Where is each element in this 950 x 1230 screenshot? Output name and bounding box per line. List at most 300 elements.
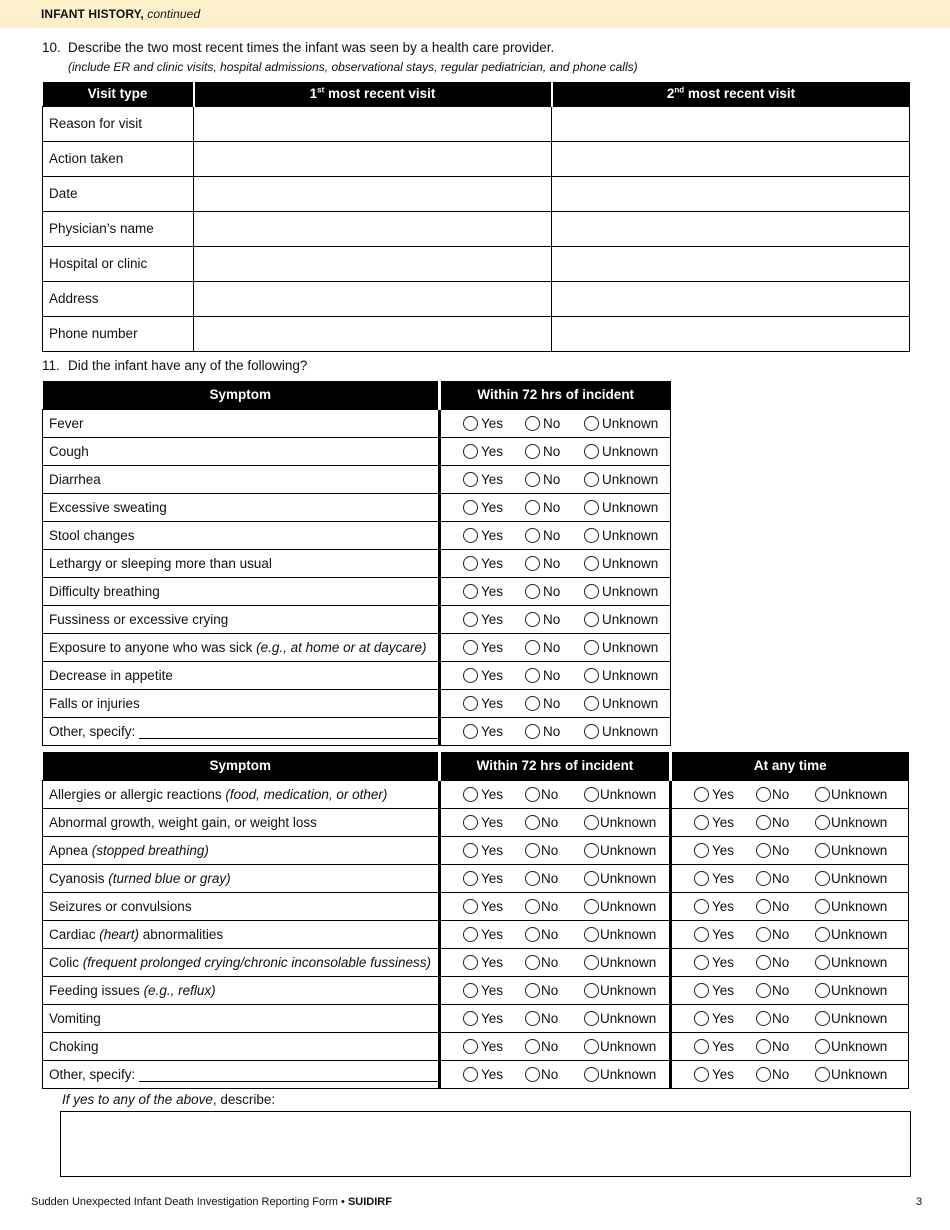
within-72-unknown-option[interactable] — [584, 871, 669, 886]
radio-circle-icon[interactable] — [815, 927, 830, 942]
option-label: Unknown — [602, 555, 659, 571]
radio-circle-icon[interactable] — [694, 1011, 709, 1026]
radio-circle-icon[interactable] — [463, 724, 478, 739]
radio-circle-icon[interactable] — [525, 472, 540, 487]
radio-circle-icon[interactable] — [584, 724, 599, 739]
within-72-no-option[interactable] — [525, 472, 582, 487]
radio-circle-icon[interactable] — [525, 815, 540, 830]
option-label: Unknown — [602, 639, 659, 655]
radio-circle-icon[interactable] — [756, 843, 771, 858]
visit-row — [43, 316, 910, 351]
within-72-no-option[interactable] — [525, 871, 582, 886]
option-label: Yes — [712, 926, 735, 942]
within-72-unknown-option[interactable] — [584, 1011, 669, 1026]
option-label: No — [772, 1010, 790, 1026]
within-72-yes-option[interactable] — [463, 787, 523, 802]
symptom-table-72hrs — [42, 381, 671, 746]
within-72-unknown-option[interactable] — [584, 640, 664, 655]
within-72-unknown-option[interactable] — [584, 787, 669, 802]
radio-circle-icon[interactable] — [756, 955, 771, 970]
option-label: Unknown — [600, 870, 657, 886]
specify-input[interactable] — [139, 1068, 439, 1082]
within-72-no-option[interactable] — [525, 983, 582, 998]
any-time-radio-group — [671, 836, 909, 864]
option-label: Unknown — [600, 982, 657, 998]
radio-circle-icon[interactable] — [756, 815, 771, 830]
radio-circle-icon[interactable] — [584, 927, 599, 942]
any-time-no-option[interactable] — [756, 899, 813, 914]
within-72-unknown-option[interactable] — [584, 668, 664, 683]
visit-table — [42, 82, 910, 352]
within-72-yes-option[interactable] — [463, 696, 523, 711]
option-label: Unknown — [602, 527, 659, 543]
symptom-row — [43, 521, 671, 549]
radio-circle-icon[interactable] — [584, 787, 599, 802]
radio-circle-icon[interactable] — [463, 528, 478, 543]
any-time-radio-group — [671, 1032, 909, 1060]
radio-circle-icon[interactable] — [815, 1039, 830, 1054]
any-time-no-option[interactable] — [756, 1011, 813, 1026]
any-time-yes-option[interactable] — [694, 815, 754, 830]
radio-circle-icon[interactable] — [584, 815, 599, 830]
any-time-yes-option[interactable] — [694, 899, 754, 914]
radio-circle-icon[interactable] — [584, 668, 599, 683]
option-label: Yes — [481, 1066, 504, 1082]
visit-type-header: Visit type — [43, 82, 194, 106]
any-time-yes-option[interactable] — [694, 871, 754, 886]
first-visit-field[interactable] — [194, 281, 552, 316]
radio-circle-icon[interactable] — [525, 843, 540, 858]
within-72-unknown-option[interactable] — [584, 500, 664, 515]
option-label: Yes — [712, 842, 735, 858]
within-72-radio-group — [440, 409, 671, 437]
radio-circle-icon[interactable] — [584, 500, 599, 515]
within-72-unknown-option[interactable] — [584, 815, 669, 830]
radio-circle-icon[interactable] — [525, 444, 540, 459]
within-72-yes-option[interactable] — [463, 584, 523, 599]
radio-circle-icon[interactable] — [525, 955, 540, 970]
within-72-yes-option[interactable] — [463, 1039, 523, 1054]
any-time-unknown-option[interactable] — [815, 927, 900, 942]
within-72-unknown-option[interactable] — [584, 416, 664, 431]
any-time-unknown-option[interactable] — [815, 1067, 900, 1082]
symptom-row — [43, 689, 671, 717]
within-72-radio-group — [440, 577, 671, 605]
option-label: Yes — [481, 870, 504, 886]
radio-circle-icon[interactable] — [815, 1067, 830, 1082]
radio-circle-icon[interactable] — [525, 724, 540, 739]
option-label: Unknown — [602, 723, 659, 739]
within-72-no-option[interactable] — [525, 815, 582, 830]
radio-circle-icon[interactable] — [525, 612, 540, 627]
option-label: Yes — [712, 898, 735, 914]
first-visit-field[interactable] — [194, 211, 552, 246]
within-72-unknown-option[interactable] — [584, 528, 664, 543]
radio-circle-icon[interactable] — [463, 787, 478, 802]
radio-circle-icon[interactable] — [584, 843, 599, 858]
symptom-row — [43, 605, 671, 633]
radio-circle-icon[interactable] — [463, 416, 478, 431]
any-time-no-option[interactable] — [756, 787, 813, 802]
symptom-row — [43, 577, 671, 605]
radio-circle-icon[interactable] — [815, 815, 830, 830]
any-time-radio-group — [671, 948, 909, 976]
within-72-no-option[interactable] — [525, 668, 582, 683]
radio-circle-icon[interactable] — [463, 815, 478, 830]
question-number: 11. — [42, 358, 60, 373]
radio-circle-icon[interactable] — [694, 899, 709, 914]
within-72-radio-group — [440, 864, 671, 892]
any-time-no-option[interactable] — [756, 955, 813, 970]
option-label: Yes — [712, 1066, 735, 1082]
within-72-no-option[interactable] — [525, 612, 582, 627]
option-label: No — [543, 667, 561, 683]
radio-circle-icon[interactable] — [584, 416, 599, 431]
radio-circle-icon[interactable] — [525, 1011, 540, 1026]
within-72-yes-option[interactable] — [463, 472, 523, 487]
within-72-no-option[interactable] — [525, 1039, 582, 1054]
within-72-radio-group — [440, 493, 671, 521]
radio-circle-icon[interactable] — [584, 871, 599, 886]
radio-circle-icon[interactable] — [756, 927, 771, 942]
within-72-yes-option[interactable] — [463, 927, 523, 942]
option-label: No — [541, 842, 559, 858]
any-time-no-option[interactable] — [756, 843, 813, 858]
radio-circle-icon[interactable] — [694, 787, 709, 802]
within-72-no-option[interactable] — [525, 696, 582, 711]
radio-circle-icon[interactable] — [584, 556, 599, 571]
within-72-yes-option[interactable] — [463, 983, 523, 998]
option-label: Unknown — [600, 842, 657, 858]
option-label: No — [543, 443, 561, 459]
visit-row — [43, 246, 910, 281]
within-72-no-option[interactable] — [525, 640, 582, 655]
option-label: No — [541, 1010, 559, 1026]
within-72-radio-group — [440, 661, 671, 689]
within-72-unknown-option[interactable] — [584, 955, 669, 970]
any-time-no-option[interactable] — [756, 983, 813, 998]
radio-circle-icon[interactable] — [756, 1011, 771, 1026]
radio-circle-icon[interactable] — [463, 955, 478, 970]
radio-circle-icon[interactable] — [525, 871, 540, 886]
any-time-no-option[interactable] — [756, 815, 813, 830]
symptom-header: Symptom — [43, 752, 440, 780]
radio-circle-icon[interactable] — [525, 668, 540, 683]
first-visit-field[interactable] — [194, 176, 552, 211]
radio-circle-icon[interactable] — [525, 983, 540, 998]
radio-circle-icon[interactable] — [584, 983, 599, 998]
any-time-unknown-option[interactable] — [815, 983, 900, 998]
describe-label: If yes to any of the above, describe: — [62, 1092, 276, 1107]
radio-circle-icon[interactable] — [463, 927, 478, 942]
radio-circle-icon[interactable] — [756, 899, 771, 914]
within-72-unknown-option[interactable] — [584, 1039, 669, 1054]
describe-textarea[interactable] — [60, 1111, 911, 1177]
radio-circle-icon[interactable] — [463, 696, 478, 711]
within-72-yes-option[interactable] — [463, 556, 523, 571]
within-72-yes-option[interactable] — [463, 1067, 523, 1082]
radio-circle-icon[interactable] — [584, 955, 599, 970]
symptom-header: Symptom — [43, 381, 440, 409]
radio-circle-icon[interactable] — [584, 1067, 599, 1082]
option-label: Yes — [712, 1038, 735, 1054]
first-visit-field[interactable] — [194, 316, 552, 351]
radio-circle-icon[interactable] — [694, 983, 709, 998]
radio-circle-icon[interactable] — [694, 843, 709, 858]
option-label: No — [543, 583, 561, 599]
radio-circle-icon[interactable] — [815, 983, 830, 998]
second-visit-field[interactable] — [552, 106, 910, 141]
radio-circle-icon[interactable] — [584, 472, 599, 487]
within-72-no-option[interactable] — [525, 927, 582, 942]
radio-circle-icon[interactable] — [525, 640, 540, 655]
radio-circle-icon[interactable] — [463, 556, 478, 571]
within-72-no-option[interactable] — [525, 787, 582, 802]
any-time-unknown-option[interactable] — [815, 871, 900, 886]
radio-circle-icon[interactable] — [815, 955, 830, 970]
within-72-no-option[interactable] — [525, 416, 582, 431]
radio-circle-icon[interactable] — [463, 843, 478, 858]
option-label: Unknown — [602, 499, 659, 515]
within-72-yes-option[interactable] — [463, 612, 523, 627]
radio-circle-icon[interactable] — [463, 1039, 478, 1054]
option-label: Yes — [481, 667, 504, 683]
radio-circle-icon[interactable] — [815, 843, 830, 858]
within-72-no-option[interactable] — [525, 444, 582, 459]
radio-circle-icon[interactable] — [525, 927, 540, 942]
any-time-unknown-option[interactable] — [815, 1039, 900, 1054]
option-label: No — [772, 1066, 790, 1082]
any-time-yes-option[interactable] — [694, 1039, 754, 1054]
radio-circle-icon[interactable] — [756, 787, 771, 802]
radio-circle-icon[interactable] — [525, 556, 540, 571]
within-72-radio-group — [440, 1032, 671, 1060]
radio-circle-icon[interactable] — [756, 1067, 771, 1082]
option-label: No — [541, 814, 559, 830]
within-72-yes-option[interactable] — [463, 500, 523, 515]
any-time-unknown-option[interactable] — [815, 815, 900, 830]
any-time-yes-option[interactable] — [694, 955, 754, 970]
within-72-yes-option[interactable] — [463, 416, 523, 431]
symptom-label: Diarrhea — [43, 465, 440, 493]
footer: Sudden Unexpected Infant Death Investigation Reporting Form • SUIDIRF — [31, 1196, 392, 1208]
within-72-no-option[interactable] — [525, 1067, 582, 1082]
option-label: Yes — [481, 471, 504, 487]
option-label: No — [541, 870, 559, 886]
within-72-radio-group — [440, 976, 671, 1004]
second-visit-field[interactable] — [552, 141, 910, 176]
radio-circle-icon[interactable] — [694, 815, 709, 830]
within-72-no-option[interactable] — [525, 528, 582, 543]
radio-circle-icon[interactable] — [584, 696, 599, 711]
radio-circle-icon[interactable] — [463, 612, 478, 627]
option-label: Unknown — [831, 1010, 888, 1026]
any-time-no-option[interactable] — [756, 927, 813, 942]
radio-circle-icon[interactable] — [525, 899, 540, 914]
radio-circle-icon[interactable] — [584, 444, 599, 459]
option-label: Unknown — [602, 583, 659, 599]
second-visit-field[interactable] — [552, 246, 910, 281]
radio-circle-icon[interactable] — [463, 500, 478, 515]
any-time-unknown-option[interactable] — [815, 787, 900, 802]
first-visit-field[interactable] — [194, 141, 552, 176]
radio-circle-icon[interactable] — [463, 472, 478, 487]
any-time-no-option[interactable] — [756, 1039, 813, 1054]
within-72-yes-option[interactable] — [463, 724, 523, 739]
within-72-no-option[interactable] — [525, 556, 582, 571]
radio-circle-icon[interactable] — [694, 871, 709, 886]
any-time-unknown-option[interactable] — [815, 955, 900, 970]
radio-circle-icon[interactable] — [525, 1039, 540, 1054]
any-time-yes-option[interactable] — [694, 843, 754, 858]
option-label: Yes — [481, 898, 504, 914]
any-time-radio-group — [671, 780, 909, 808]
radio-circle-icon[interactable] — [756, 983, 771, 998]
within-72-yes-option[interactable] — [463, 815, 523, 830]
radio-circle-icon[interactable] — [694, 1039, 709, 1054]
radio-circle-icon[interactable] — [463, 640, 478, 655]
within-72-yes-option[interactable] — [463, 668, 523, 683]
any-time-yes-option[interactable] — [694, 1011, 754, 1026]
radio-circle-icon[interactable] — [756, 1039, 771, 1054]
radio-circle-icon[interactable] — [584, 1011, 599, 1026]
option-label: No — [543, 611, 561, 627]
visit-row — [43, 281, 910, 316]
within-72-unknown-option[interactable] — [584, 696, 664, 711]
radio-circle-icon[interactable] — [463, 871, 478, 886]
radio-circle-icon[interactable] — [584, 584, 599, 599]
radio-circle-icon[interactable] — [584, 612, 599, 627]
any-time-no-option[interactable] — [756, 871, 813, 886]
radio-circle-icon[interactable] — [525, 500, 540, 515]
within-72-yes-option[interactable] — [463, 528, 523, 543]
within-72-no-option[interactable] — [525, 955, 582, 970]
first-visit-field[interactable] — [194, 246, 552, 281]
within-72-yes-option[interactable] — [463, 843, 523, 858]
radio-circle-icon[interactable] — [525, 528, 540, 543]
option-label: No — [772, 842, 790, 858]
within-72-yes-option[interactable] — [463, 640, 523, 655]
radio-circle-icon[interactable] — [815, 1011, 830, 1026]
within-72-header: Within 72 hrs of incident — [440, 752, 671, 780]
at-any-time-header: At any time — [671, 752, 909, 780]
radio-circle-icon[interactable] — [525, 584, 540, 599]
within-72-unknown-option[interactable] — [584, 444, 664, 459]
option-label: Yes — [712, 954, 735, 970]
radio-circle-icon[interactable] — [463, 899, 478, 914]
any-time-yes-option[interactable] — [694, 927, 754, 942]
any-time-yes-option[interactable] — [694, 1067, 754, 1082]
within-72-unknown-option[interactable] — [584, 724, 664, 739]
radio-circle-icon[interactable] — [584, 1039, 599, 1054]
within-72-no-option[interactable] — [525, 1011, 582, 1026]
symptom-label: Cyanosis (turned blue or gray) — [43, 864, 440, 892]
within-72-no-option[interactable] — [525, 843, 582, 858]
section-title: INFANT HISTORY, continued — [41, 7, 201, 21]
within-72-no-option[interactable] — [525, 584, 582, 599]
option-label: Yes — [481, 611, 504, 627]
within-72-yes-option[interactable] — [463, 955, 523, 970]
within-72-yes-option[interactable] — [463, 1011, 523, 1026]
radio-circle-icon[interactable] — [694, 1067, 709, 1082]
radio-circle-icon[interactable] — [525, 416, 540, 431]
within-72-yes-option[interactable] — [463, 871, 523, 886]
within-72-radio-group — [440, 780, 671, 808]
question-10 — [42, 40, 554, 55]
within-72-unknown-option[interactable] — [584, 843, 669, 858]
radio-circle-icon[interactable] — [756, 871, 771, 886]
second-visit-field[interactable] — [552, 281, 910, 316]
any-time-unknown-option[interactable] — [815, 899, 900, 914]
radio-circle-icon[interactable] — [463, 1067, 478, 1082]
option-label: No — [772, 982, 790, 998]
radio-circle-icon[interactable] — [815, 899, 830, 914]
radio-circle-icon[interactable] — [525, 787, 540, 802]
radio-circle-icon[interactable] — [463, 444, 478, 459]
any-time-radio-group — [671, 976, 909, 1004]
section-header-band — [0, 0, 950, 28]
option-label: Yes — [481, 842, 504, 858]
radio-circle-icon[interactable] — [694, 955, 709, 970]
radio-circle-icon[interactable] — [463, 983, 478, 998]
radio-circle-icon[interactable] — [525, 1067, 540, 1082]
radio-circle-icon[interactable] — [463, 668, 478, 683]
within-72-unknown-option[interactable] — [584, 612, 664, 627]
within-72-yes-option[interactable] — [463, 444, 523, 459]
radio-circle-icon[interactable] — [584, 528, 599, 543]
any-time-radio-group — [671, 864, 909, 892]
radio-circle-icon[interactable] — [584, 899, 599, 914]
first-visit-field[interactable] — [194, 106, 552, 141]
radio-circle-icon[interactable] — [815, 871, 830, 886]
within-72-yes-option[interactable] — [463, 899, 523, 914]
within-72-unknown-option[interactable] — [584, 1067, 669, 1082]
within-72-unknown-option[interactable] — [584, 556, 664, 571]
radio-circle-icon[interactable] — [584, 640, 599, 655]
radio-circle-icon[interactable] — [694, 927, 709, 942]
within-72-radio-group — [440, 836, 671, 864]
within-72-unknown-option[interactable] — [584, 927, 669, 942]
option-label: Yes — [712, 982, 735, 998]
symptom-label: Decrease in appetite — [43, 661, 440, 689]
any-time-yes-option[interactable] — [694, 787, 754, 802]
specify-input[interactable] — [139, 725, 439, 739]
radio-circle-icon[interactable] — [525, 696, 540, 711]
any-time-unknown-option[interactable] — [815, 1011, 900, 1026]
any-time-yes-option[interactable] — [694, 983, 754, 998]
visit-row-label: Reason for visit — [43, 106, 194, 141]
within-72-no-option[interactable] — [525, 724, 582, 739]
visit-row — [43, 106, 910, 141]
within-72-unknown-option[interactable] — [584, 472, 664, 487]
second-visit-field[interactable] — [552, 211, 910, 246]
radio-circle-icon[interactable] — [815, 787, 830, 802]
within-72-unknown-option[interactable] — [584, 584, 664, 599]
option-label: Yes — [481, 786, 504, 802]
any-time-unknown-option[interactable] — [815, 843, 900, 858]
within-72-radio-group — [440, 437, 671, 465]
second-visit-field[interactable] — [552, 316, 910, 351]
radio-circle-icon[interactable] — [463, 1011, 478, 1026]
within-72-no-option[interactable] — [525, 899, 582, 914]
radio-circle-icon[interactable] — [463, 584, 478, 599]
second-visit-field[interactable] — [552, 176, 910, 211]
within-72-no-option[interactable] — [525, 500, 582, 515]
option-label: Yes — [481, 1038, 504, 1054]
within-72-unknown-option[interactable] — [584, 899, 669, 914]
any-time-no-option[interactable] — [756, 1067, 813, 1082]
within-72-unknown-option[interactable] — [584, 983, 669, 998]
